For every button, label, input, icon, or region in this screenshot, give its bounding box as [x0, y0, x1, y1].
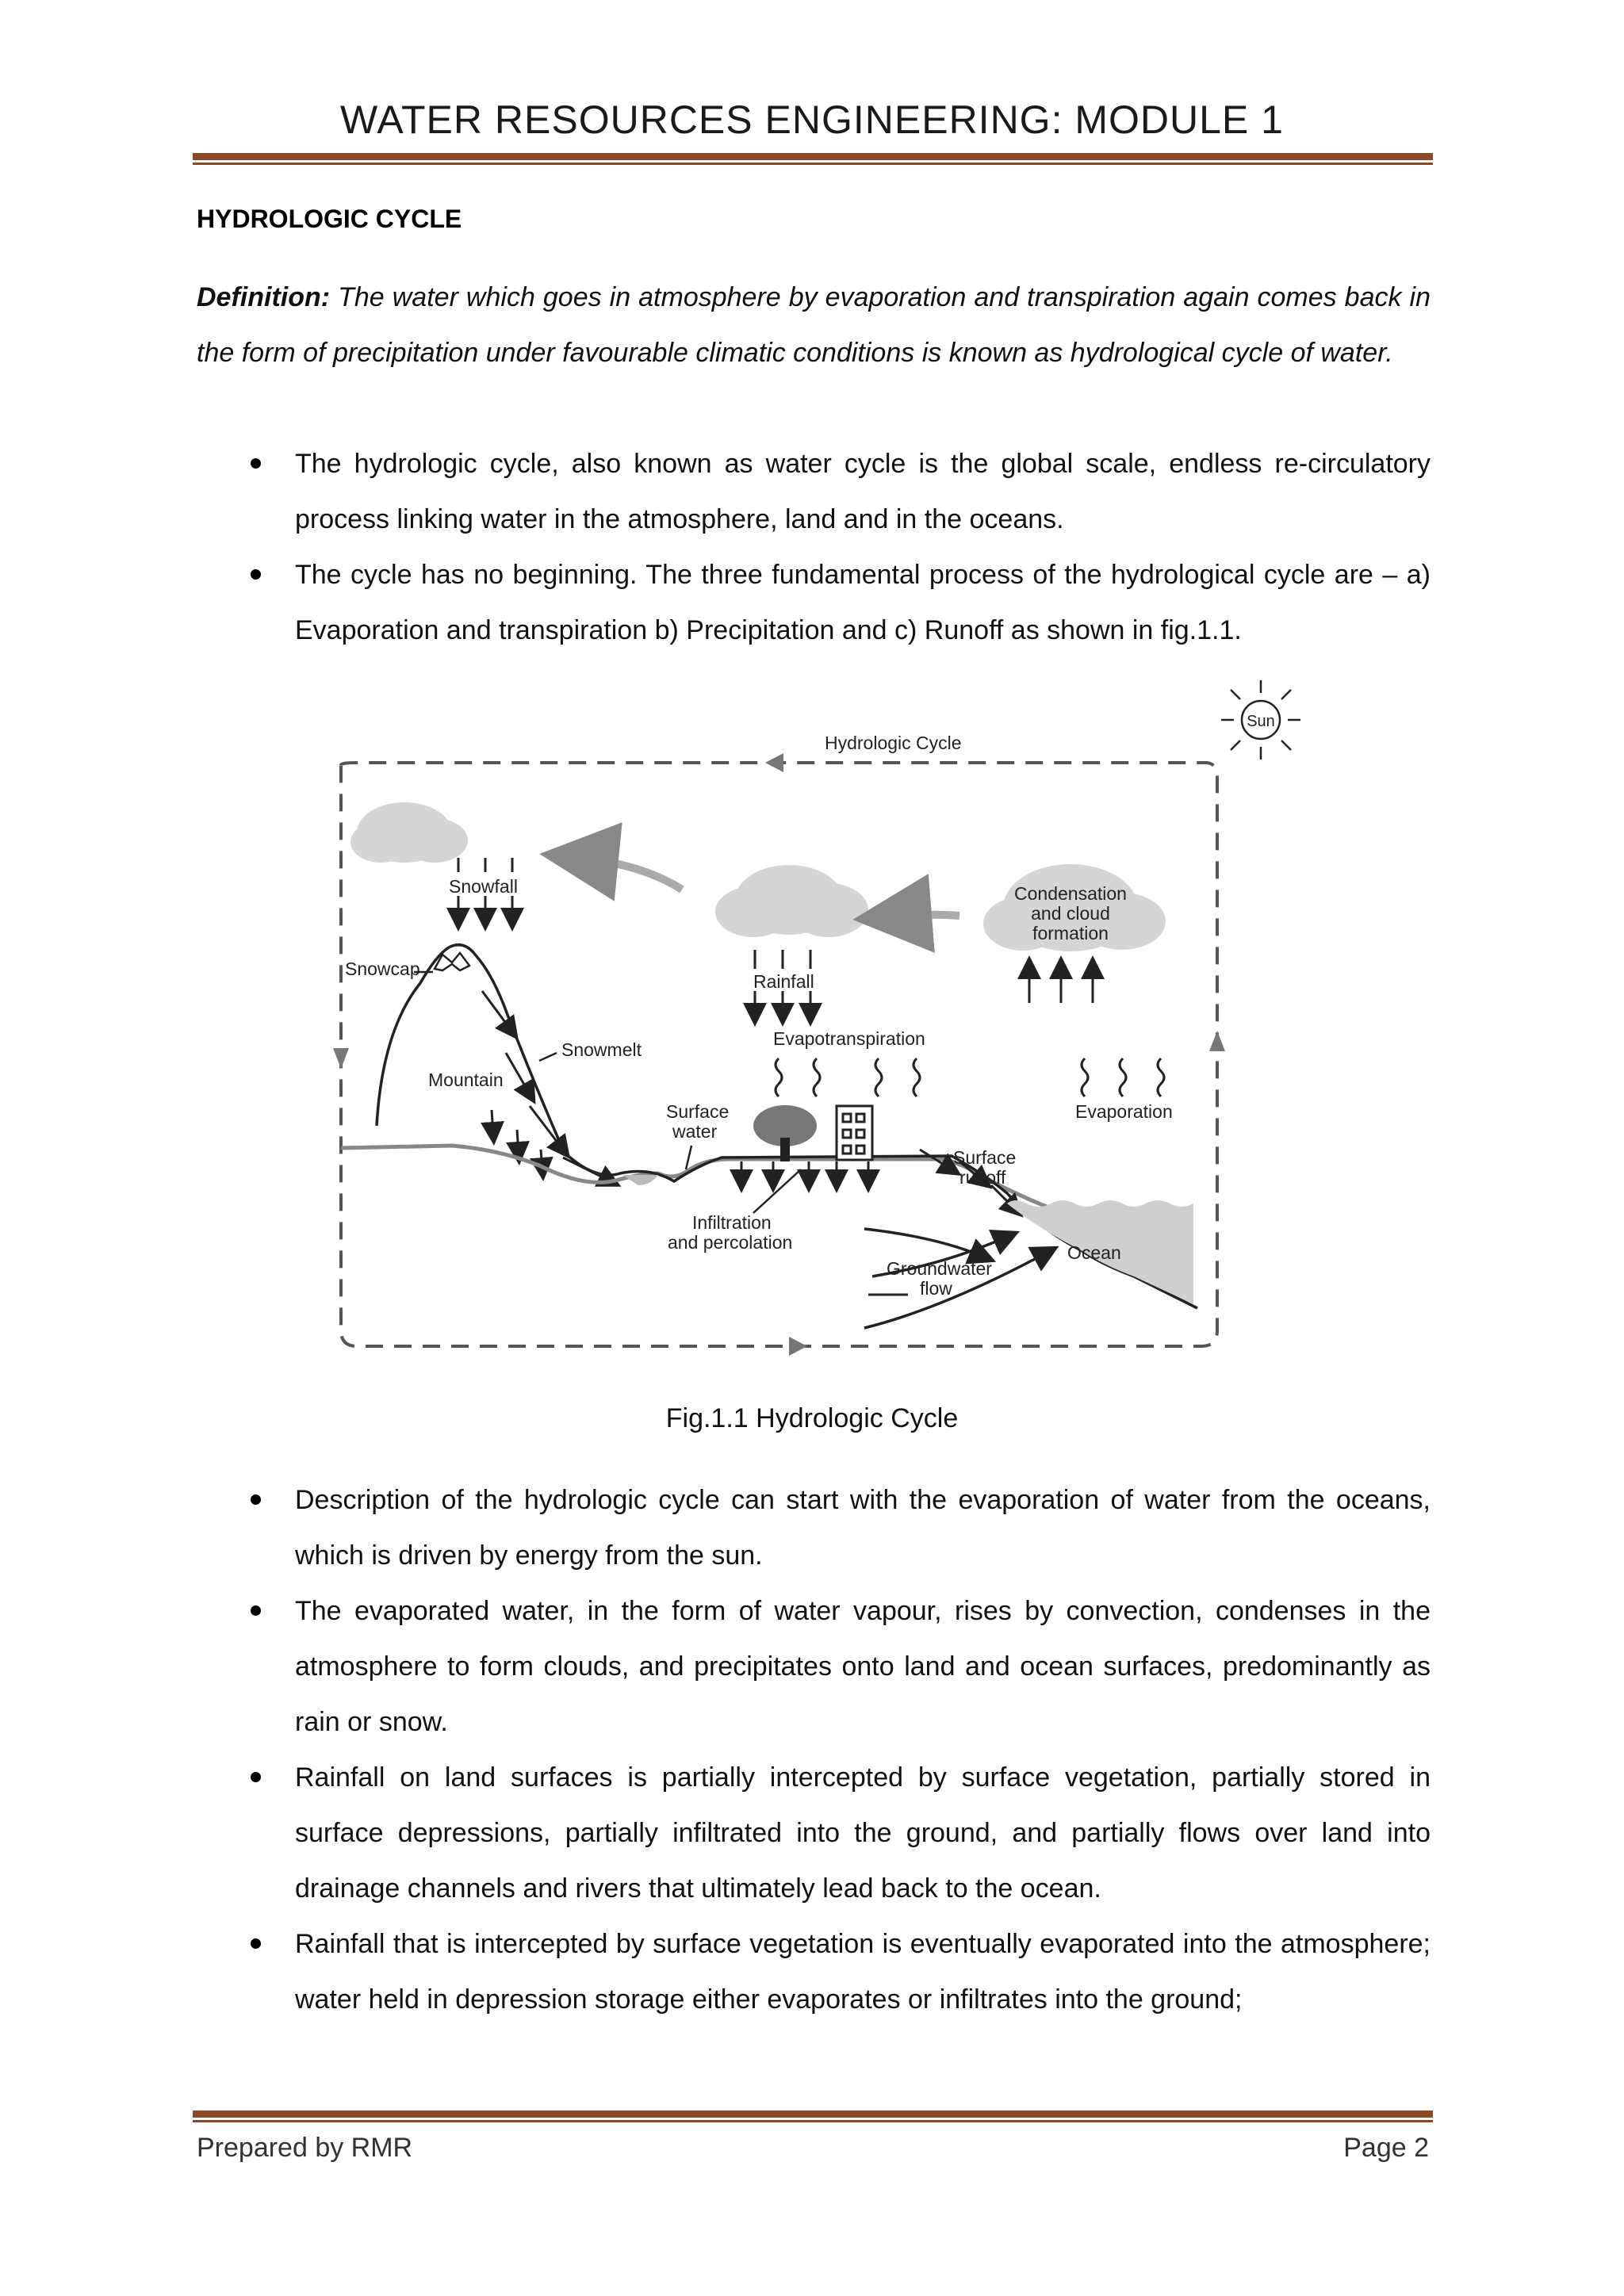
list-item-text: Rainfall that is intercepted by surface vegetation is eventually evaporated into the atmosphere; water held in depression storage either evaporates or infiltrates into the ground;: [295, 1929, 1431, 2015]
sun-label: Sun: [1247, 713, 1275, 730]
bullet-icon: [251, 458, 261, 469]
infiltration-label-line2: and percolation: [668, 1232, 793, 1253]
infiltration-label-line1: Infiltration: [692, 1212, 772, 1233]
evaporation-label: Evaporation: [1075, 1101, 1173, 1122]
cycle-arrow-left-icon: [333, 1048, 349, 1069]
snowmelt-pointer: [539, 1053, 557, 1061]
groundwater-label-line1: Groundwater: [887, 1258, 992, 1279]
condensation-label-line2: and cloud: [1031, 903, 1110, 924]
list-item: [197, 547, 1431, 658]
mountain-label: Mountain: [428, 1070, 504, 1090]
rainfall-label: Rainfall: [753, 971, 814, 992]
snowfall-label: Snowfall: [449, 876, 518, 897]
hydrologic-cycle-diagram: [309, 674, 1324, 1364]
surface-water-label-line2: water: [672, 1121, 718, 1142]
definition-label: Definition:: [197, 282, 331, 312]
figure-caption: Fig.1.1 Hydrologic Cycle: [665, 1403, 959, 1433]
cloud-movement-arrow-right: [892, 915, 959, 916]
building-icon: [837, 1106, 872, 1160]
infiltration-pointer: [753, 1169, 801, 1213]
footer-rule: [193, 2110, 1433, 2122]
evapotranspiration-label: Evapotranspiration: [773, 1028, 925, 1049]
bullet-list-description: [197, 1472, 1431, 2027]
cycle-arrow-right-icon: [1209, 1031, 1225, 1051]
bullet-icon: [251, 1772, 261, 1782]
list-item-text: The cycle has no beginning. The three fundamental process of the hydrological cycle are – a) Evaporation and transpiration b) Precipitation and c) Runoff as shown in fig.1.1.: [295, 560, 1431, 645]
bullet-list-intro: [197, 436, 1431, 658]
bullet-icon: [251, 1494, 261, 1505]
groundwater-label-line2: flow: [920, 1278, 952, 1299]
cycle-arrow-bottom-icon: [789, 1337, 807, 1356]
bullet-icon: [251, 569, 261, 580]
list-item-text: The evaporated water, in the form of water vapour, rises by convection, condenses in the atmosphere to form clouds, and precipitates onto land and ocean surfaces, predominantly as rain or snow.: [295, 1596, 1431, 1737]
footer-page-number: Page 2: [1343, 2133, 1429, 2163]
header-rule: [193, 153, 1433, 165]
hydrologic-cycle-figure: [309, 674, 1324, 1364]
surface-water-pool: [622, 1175, 658, 1185]
list-item-text: The hydrologic cycle, also known as water cycle is the global scale, endless re-circulatory process linking water in the atmosphere, land and in the oceans.: [295, 449, 1431, 534]
list-item: [197, 1916, 1431, 2027]
condensation-label-line3: formation: [1032, 923, 1109, 943]
list-item: [197, 1583, 1431, 1750]
figure-title: Hydrologic Cycle: [825, 733, 962, 753]
list-item: [197, 1750, 1431, 1916]
cycle-arrow-top-icon: [765, 753, 783, 772]
footer-author: Prepared by RMR: [197, 2133, 413, 2163]
snowcap-label: Snowcap: [345, 959, 420, 979]
bullet-icon: [251, 1938, 261, 1949]
bullet-icon: [251, 1605, 261, 1616]
rainfall-cloud-icon: [715, 865, 868, 937]
surface-runoff-label-line1: Surface: [953, 1147, 1017, 1168]
snowfall-cloud-icon: [350, 802, 468, 863]
infiltration-arrows-icon: [741, 1161, 868, 1181]
list-item-text: Rainfall on land surfaces is partially intercepted by surface vegetation, partially stored in surface depressions, partially infiltrated into the ground, and partially flows over land into drainage channels and rivers that ultimately lead back to the ocean.: [295, 1762, 1431, 1904]
tree-icon: [753, 1105, 817, 1161]
evaporation-squiggles-icon: [1082, 1058, 1164, 1096]
list-item: [197, 1472, 1431, 1583]
ocean-label: Ocean: [1067, 1242, 1121, 1263]
evapotranspiration-squiggles-icon: [776, 1058, 920, 1096]
section-title: HYDROLOGIC CYCLE: [197, 205, 462, 233]
surface-water-pointer: [686, 1146, 691, 1169]
snowmelt-label: Snowmelt: [561, 1039, 642, 1060]
definition-paragraph: [197, 270, 1431, 381]
condensation-label-line1: Condensation: [1014, 883, 1127, 904]
page-header-title: WATER RESOURCES ENGINEERING: MODULE 1: [340, 98, 1284, 142]
definition-text: The water which goes in atmosphere by evaporation and transpiration again comes back in the form of precipitation under favourable climatic conditions is known as hydrological cycle of water.: [197, 282, 1431, 368]
surface-runoff-label-line2: runoff: [959, 1167, 1006, 1188]
surface-water-label-line1: Surface: [666, 1101, 730, 1122]
list-item: [197, 436, 1431, 547]
cloud-movement-arrow-left: [579, 858, 682, 890]
condensation-up-arrows-icon: [1029, 967, 1093, 1003]
list-item-text: Description of the hydrologic cycle can start with the evaporation of water from the oceans, which is driven by energy from the sun.: [295, 1485, 1431, 1571]
